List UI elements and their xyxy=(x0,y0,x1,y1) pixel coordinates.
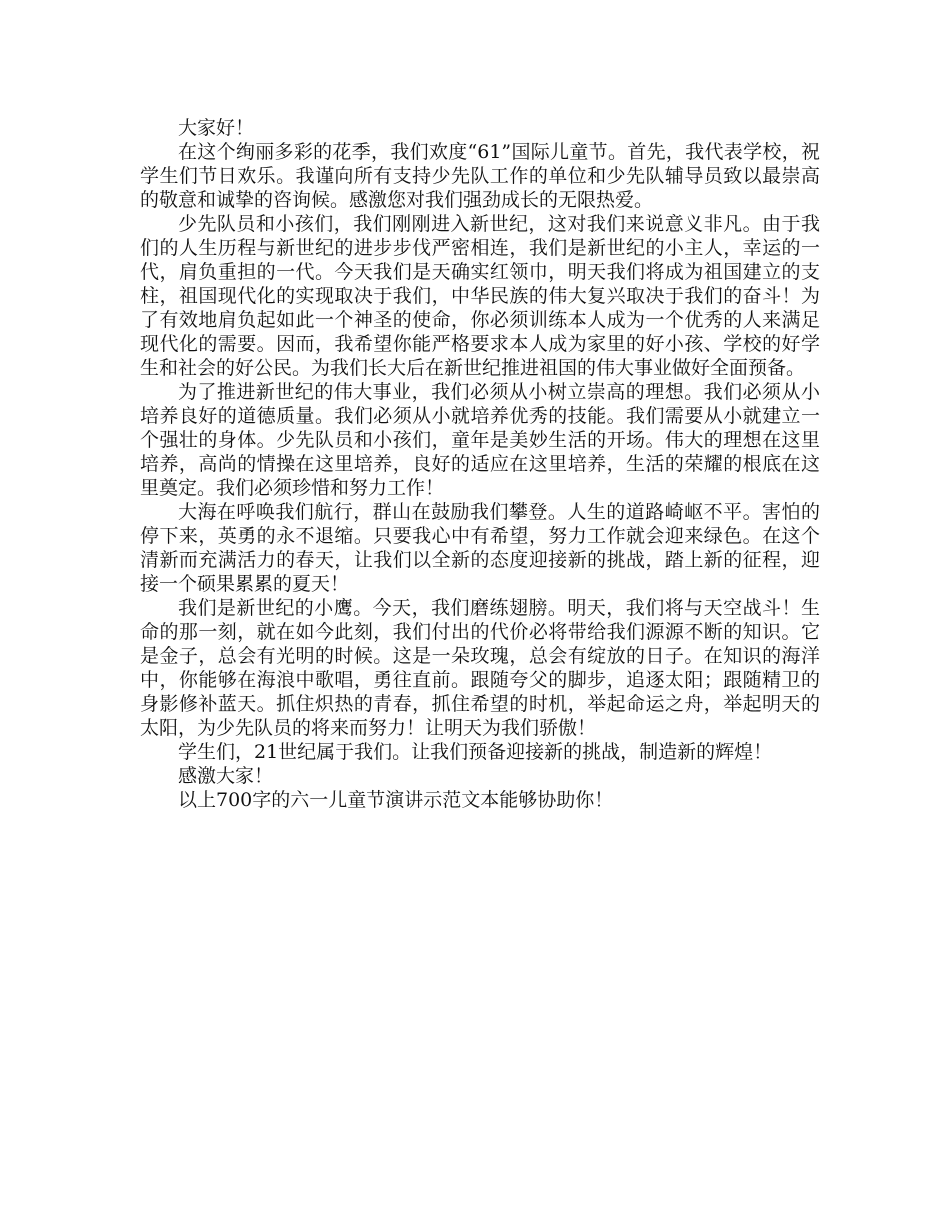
document-page xyxy=(140,116,820,812)
body-paragraph-ideals: 为了推进新世纪的伟大事业，我们必须从小树立崇高的理想。我们必须从小培养良好的道德质量。我们必须从小就培养优秀的技能。我们需要从小就建立一个强壮的身体。少先队员和小孩们，童年是美妙生活的开场。伟大的理想在这里培养，高尚的情操在这里培养，良好的适应在这里培养，生活的荣耀的根底在这里奠定。我们必须珍惜和努力工作！ xyxy=(140,381,820,499)
body-paragraph-new-century: 少先队员和小孩们，我们刚刚进入新世纪，这对我们来说意义非凡。由于我们的人生历程与新世纪的进步步伐严密相连，我们是新世纪的小主人，幸运的一代，肩负重担的一代。今天我们是天确实红领巾，明天我们将成为祖国建立的支柱，祖国现代化的实现取决于我们，中华民族的伟大复兴取决于我们的奋斗！为了有效地肩负起如此一个神圣的使命，你必须训练本人成为一个优秀的人来满足现代化的需要。因而，我希望你能严格要求本人成为家里的好小孩、学校的好学生和社会的好公民。为我们长大后在新世纪推进祖国的伟大事业做好全面预备。 xyxy=(140,213,820,379)
greeting-paragraph: 大家好！ xyxy=(178,117,255,139)
body-paragraph-sea: 大海在呼唤我们航行，群山在鼓励我们攀登。人生的道路崎岖不平。害怕的停下来，英勇的永不退缩。只要我心中有希望，努力工作就会迎来绿色。在这个清新而充满活力的春天，让我们以全新的态度迎接新的挑战，踏上新的征程，迎接一个硕果累累的夏天！ xyxy=(140,501,820,595)
closing-note-paragraph: 以上700字的六一儿童节演讲示范文本能够协助你！ xyxy=(178,789,614,811)
opening-paragraph: 在这个绚丽多彩的花季，我们欢度“61”国际儿童节。首先，我代表学校，祝学生们节日欢乐。我谨向所有支持少先队工作的单位和少先队辅导员致以最崇高的敬意和诚挚的咨询候。感激您对我们强劲成长的无限热爱。 xyxy=(140,141,820,211)
thanks-paragraph: 感激大家！ xyxy=(178,765,274,787)
body-paragraph-21st-century: 学生们，21世纪属于我们。让我们预备迎接新的挑战，制造新的辉煌！ xyxy=(178,741,773,763)
body-paragraph-eagles: 我们是新世纪的小鹰。今天，我们磨练翅膀。明天，我们将与天空战斗！生命的那一刻，就在如今此刻，我们付出的代价必将带给我们源源不断的知识。它是金子，总会有光明的时候。这是一朵玫瑰，总会有绽放的日子。在知识的海洋中，你能够在海浪中歌唱，勇往直前。跟随夸父的脚步，追逐太阳；跟随精卫的身影修补蓝天。抓住炽热的青春，抓住希望的时机，举起命运之舟，举起明天的太阳，为少先队员的将来而努力！让明天为我们骄傲！ xyxy=(140,597,820,739)
